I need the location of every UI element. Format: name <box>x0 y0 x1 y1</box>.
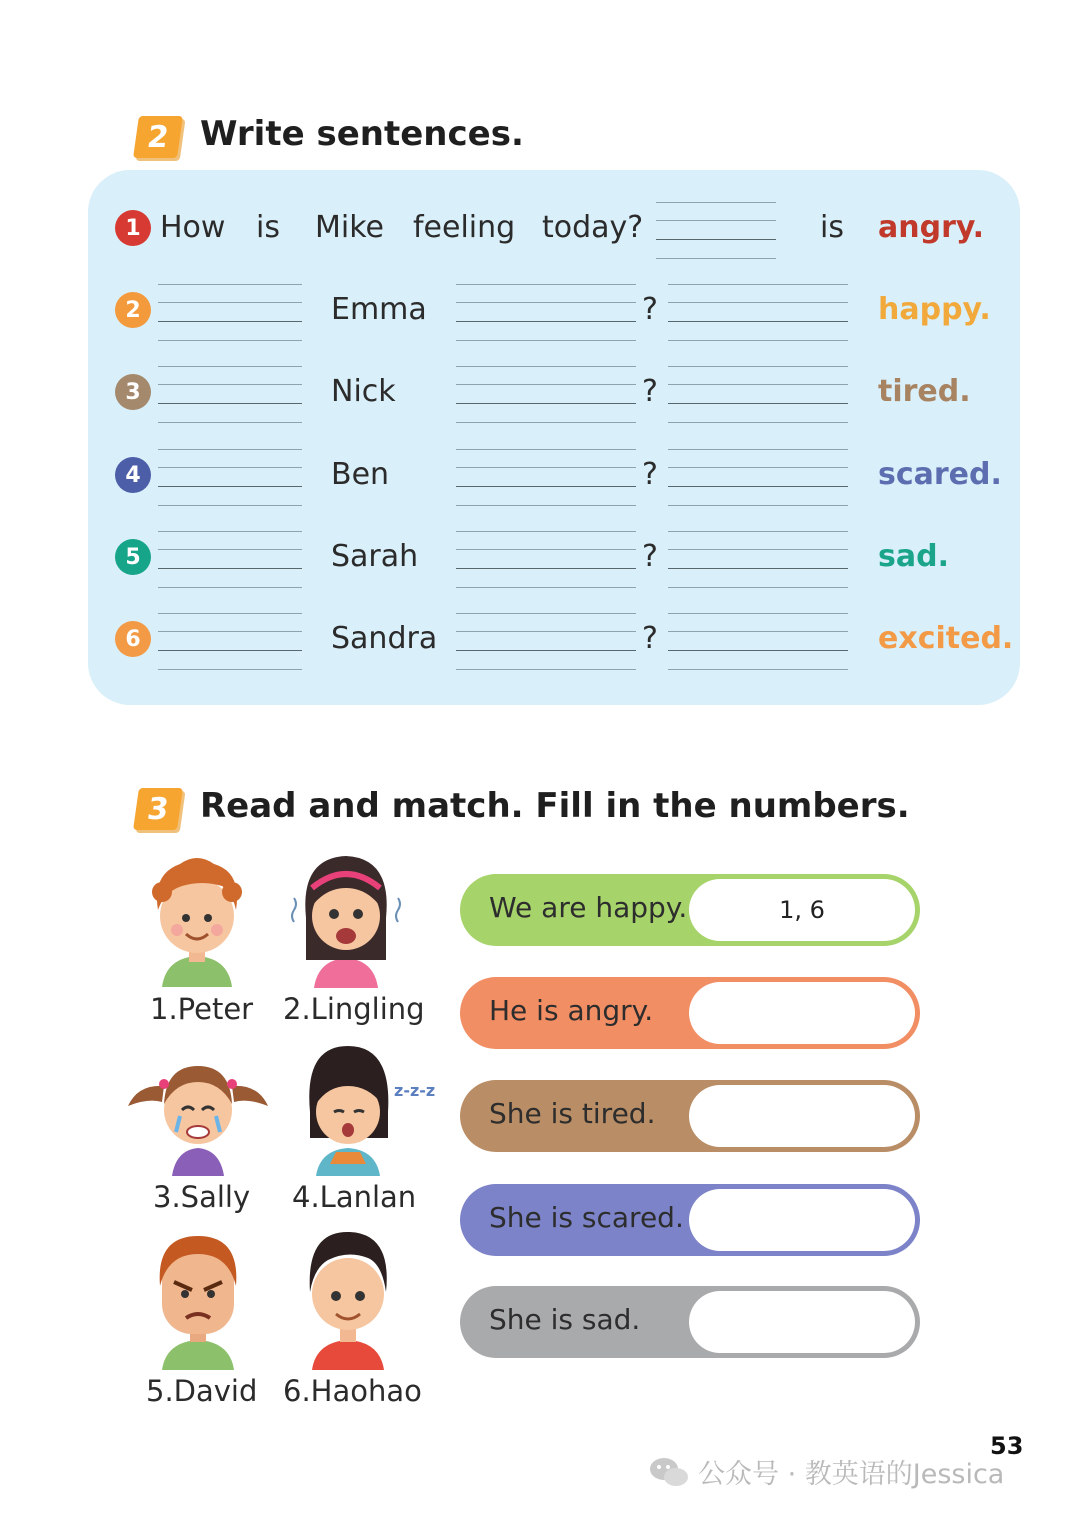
exercise-title: Read and match. Fill in the numbers. <box>200 786 910 826</box>
writing-blank[interactable] <box>456 449 636 505</box>
sentence-word: is <box>820 210 844 245</box>
sentence-text: She is tired. <box>489 1097 656 1130</box>
writing-blank[interactable] <box>158 284 302 340</box>
answer-box[interactable] <box>689 982 915 1044</box>
question-mark: ? <box>642 621 658 656</box>
lingling-face-illustration <box>286 848 406 988</box>
writing-blank[interactable] <box>158 531 302 587</box>
haohao-face-illustration <box>298 1226 398 1370</box>
question-mark: ? <box>642 292 658 327</box>
writing-blank[interactable] <box>656 202 776 258</box>
svg-text:z-z-z: z-z-z <box>394 1081 436 1100</box>
writing-blank[interactable] <box>668 449 848 505</box>
watermark-text: 公众号 · 教英语的Jessica <box>698 1459 1005 1490</box>
sentence-row <box>0 358 1080 428</box>
number-circle: 4 <box>115 457 151 493</box>
sentence-pill <box>460 874 920 946</box>
name-word: Emma <box>331 292 427 327</box>
kid-name-label: 1.Peter <box>150 992 254 1026</box>
peter-face-illustration <box>142 852 252 987</box>
emotion-word: excited. <box>878 621 1014 656</box>
sentence-text: We are happy. <box>489 891 688 924</box>
exercise-title: Write sentences. <box>200 114 524 154</box>
sentence-word: is <box>256 210 280 245</box>
sentence-row <box>0 523 1080 593</box>
answer-box[interactable] <box>689 1291 915 1353</box>
number-circle: 1 <box>115 210 151 246</box>
example-row <box>0 194 1080 264</box>
sentence-row <box>0 441 1080 511</box>
watermark <box>648 1452 1004 1496</box>
wechat-icon <box>648 1455 690 1496</box>
david-face-illustration <box>148 1230 248 1370</box>
emotion-word: scared. <box>878 457 1002 492</box>
writing-blank[interactable] <box>456 613 636 669</box>
sentence-row <box>0 605 1080 675</box>
writing-blank[interactable] <box>158 449 302 505</box>
kid-name-label: 2.Lingling <box>283 992 425 1026</box>
sentence-pill <box>460 1286 920 1358</box>
writing-blank[interactable] <box>668 613 848 669</box>
writing-blank[interactable] <box>456 366 636 422</box>
sentence-text: She is scared. <box>489 1201 684 1234</box>
answer-box[interactable] <box>689 1085 915 1147</box>
sentence-row <box>0 276 1080 346</box>
writing-blank[interactable] <box>456 531 636 587</box>
number-circle: 3 <box>115 374 151 410</box>
emotion-word: sad. <box>878 539 949 574</box>
sentence-text: She is sad. <box>489 1303 641 1336</box>
writing-blank[interactable] <box>668 284 848 340</box>
writing-blank[interactable] <box>456 284 636 340</box>
name-word: Nick <box>331 374 396 409</box>
sentence-pill <box>460 1080 920 1152</box>
sentence-word: Mike <box>315 210 384 245</box>
answer-box[interactable] <box>689 1189 915 1251</box>
exercise-number-badge: 2 <box>133 116 183 158</box>
kid-name-label: 3.Sally <box>153 1180 251 1214</box>
answer-box[interactable]: 1, 6 <box>689 879 915 941</box>
sentence-word: feeling <box>413 210 516 245</box>
exercise-number-badge: 3 <box>133 788 183 830</box>
sentence-pill <box>460 1184 920 1256</box>
number-circle: 6 <box>115 621 151 657</box>
sentence-pill <box>460 977 920 1049</box>
lanlan-face-illustration <box>296 1042 440 1176</box>
name-word: Sarah <box>331 539 419 574</box>
kid-name-label: 4.Lanlan <box>292 1180 417 1214</box>
question-mark: ? <box>642 374 658 409</box>
page-number: 53 <box>990 1432 1024 1460</box>
sentence-word: today? <box>542 210 644 245</box>
number-circle: 2 <box>115 292 151 328</box>
name-word: Sandra <box>331 621 438 656</box>
sentence-text: He is angry. <box>489 994 654 1027</box>
writing-blank[interactable] <box>158 613 302 669</box>
kid-name-label: 6.Haohao <box>283 1374 422 1408</box>
emotion-word: tired. <box>878 374 971 409</box>
kid-name-label: 5.David <box>146 1374 258 1408</box>
writing-blank[interactable] <box>668 366 848 422</box>
sally-face-illustration <box>124 1046 272 1176</box>
question-mark: ? <box>642 457 658 492</box>
name-word: Ben <box>331 457 390 492</box>
number-circle: 5 <box>115 539 151 575</box>
sentence-word: How <box>160 210 226 245</box>
emotion-word: angry. <box>878 210 985 245</box>
writing-blank[interactable] <box>158 366 302 422</box>
emotion-word: happy. <box>878 292 991 327</box>
writing-blank[interactable] <box>668 531 848 587</box>
question-mark: ? <box>642 539 658 574</box>
